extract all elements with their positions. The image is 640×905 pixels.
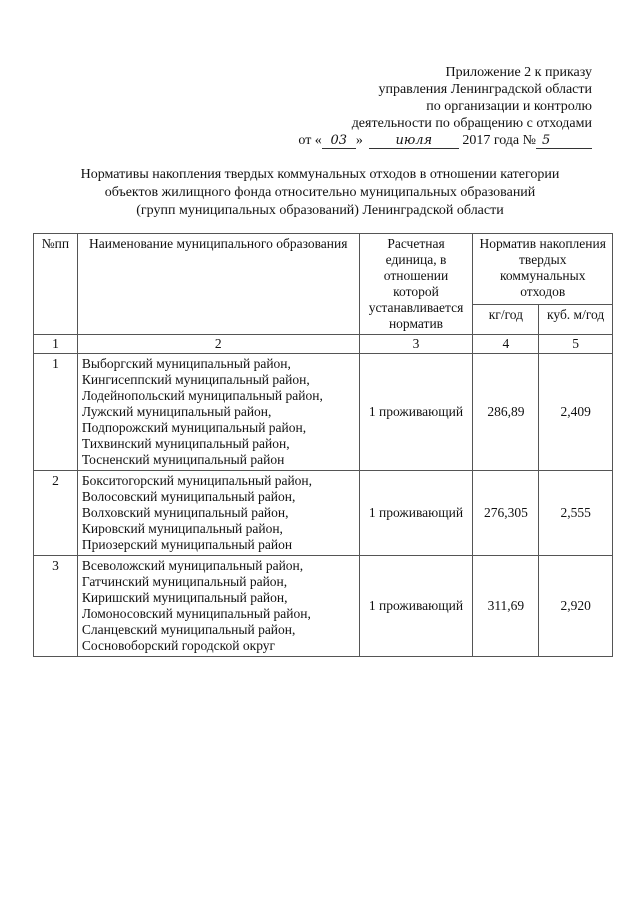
municipality-name: Кировский муниципальный район, xyxy=(81,521,283,536)
municipality-name: Волосовский муниципальный район, xyxy=(81,489,296,504)
header-unit: Расчетная единица, в отношении которой устанавливается норматив xyxy=(359,234,473,335)
municipality-name: Сланцевский муниципальный район, xyxy=(81,622,296,637)
table-row xyxy=(34,354,613,471)
municipality-list xyxy=(77,354,359,471)
title-line-1: Нормативы накопления твердых коммунальных отходов в отношении категории xyxy=(80,167,560,182)
appendix-line-4: деятельности по обращению с отходами xyxy=(351,116,592,131)
municipality-name: Всеволожский муниципальный район, xyxy=(81,558,304,573)
municipality-name: Выборгский муниципальный район, xyxy=(81,356,291,371)
column-number: 4 xyxy=(473,335,539,354)
column-number: 1 xyxy=(34,335,78,354)
header-m3: куб. м/год xyxy=(539,304,613,334)
column-number: 5 xyxy=(539,335,613,354)
municipality-name: Тихвинский муниципальный район, xyxy=(81,436,290,451)
municipality-name: Приозерский муниципальный район xyxy=(81,537,293,552)
municipality-name: Волховский муниципальный район, xyxy=(81,505,289,520)
municipality-name: Тосненский муниципальный район xyxy=(81,452,285,467)
table-row xyxy=(34,556,613,657)
order-date-line xyxy=(262,132,592,149)
header-num: №пп xyxy=(34,234,78,335)
date-prefix: от « xyxy=(298,133,322,148)
m3-per-year-cell: 2,555 xyxy=(539,471,613,556)
title-line-3: (групп муниципальных образований) Ленинградской области xyxy=(136,203,504,218)
row-number: 1 xyxy=(34,354,78,471)
municipality-list xyxy=(77,556,359,657)
municipality-name: Кингисеппский муниципальный район, xyxy=(81,372,310,387)
column-number: 2 xyxy=(77,335,359,354)
norms-table xyxy=(33,233,613,657)
title-line-2: объектов жилищного фонда относительно муниципальных образований xyxy=(104,185,536,200)
appendix-line-1: Приложение 2 к приказу xyxy=(445,65,592,80)
handwritten-order-number: 5 xyxy=(536,134,592,149)
date-separator: » xyxy=(355,133,363,148)
m3-per-year-cell: 2,409 xyxy=(539,354,613,471)
row-number: 3 xyxy=(34,556,78,657)
municipality-name: Лужский муниципальный район, xyxy=(81,404,272,419)
kg-per-year-cell: 286,89 xyxy=(473,354,539,471)
municipality-list xyxy=(77,471,359,556)
municipality-name: Сосновоборский городской округ xyxy=(81,638,276,653)
document-title xyxy=(40,166,600,220)
municipality-name: Бокситогорский муниципальный район, xyxy=(81,473,313,488)
header-norm: Норматив накопления твердых коммунальных отходов xyxy=(473,234,613,305)
appendix-line-3: по организации и контролю xyxy=(426,99,592,114)
unit-cell: 1 проживающий xyxy=(359,556,473,657)
row-number: 2 xyxy=(34,471,78,556)
municipality-name: Гатчинский муниципальный район, xyxy=(81,574,288,589)
municipality-name: Подпорожский муниципальный район, xyxy=(81,420,307,435)
column-number: 3 xyxy=(359,335,473,354)
header-name: Наименование муниципального образования xyxy=(77,234,359,335)
municipality-name: Киришский муниципальный район, xyxy=(81,590,288,605)
unit-cell: 1 проживающий xyxy=(359,354,473,471)
appendix-line-2: управления Ленинградской области xyxy=(378,82,592,97)
handwritten-day: 03 xyxy=(322,134,356,149)
year-text: 2017 года № xyxy=(462,133,536,148)
column-number-row xyxy=(34,335,613,354)
kg-per-year-cell: 311,69 xyxy=(473,556,539,657)
appendix-header xyxy=(262,64,592,149)
header-kg: кг/год xyxy=(473,304,539,334)
municipality-name: Ломоносовский муниципальный район, xyxy=(81,606,311,621)
m3-per-year-cell: 2,920 xyxy=(539,556,613,657)
municipality-name: Лодейнопольский муниципальный район, xyxy=(81,388,323,403)
table-row xyxy=(34,471,613,556)
kg-per-year-cell: 276,305 xyxy=(473,471,539,556)
handwritten-month: июля xyxy=(369,134,459,149)
unit-cell: 1 проживающий xyxy=(359,471,473,556)
